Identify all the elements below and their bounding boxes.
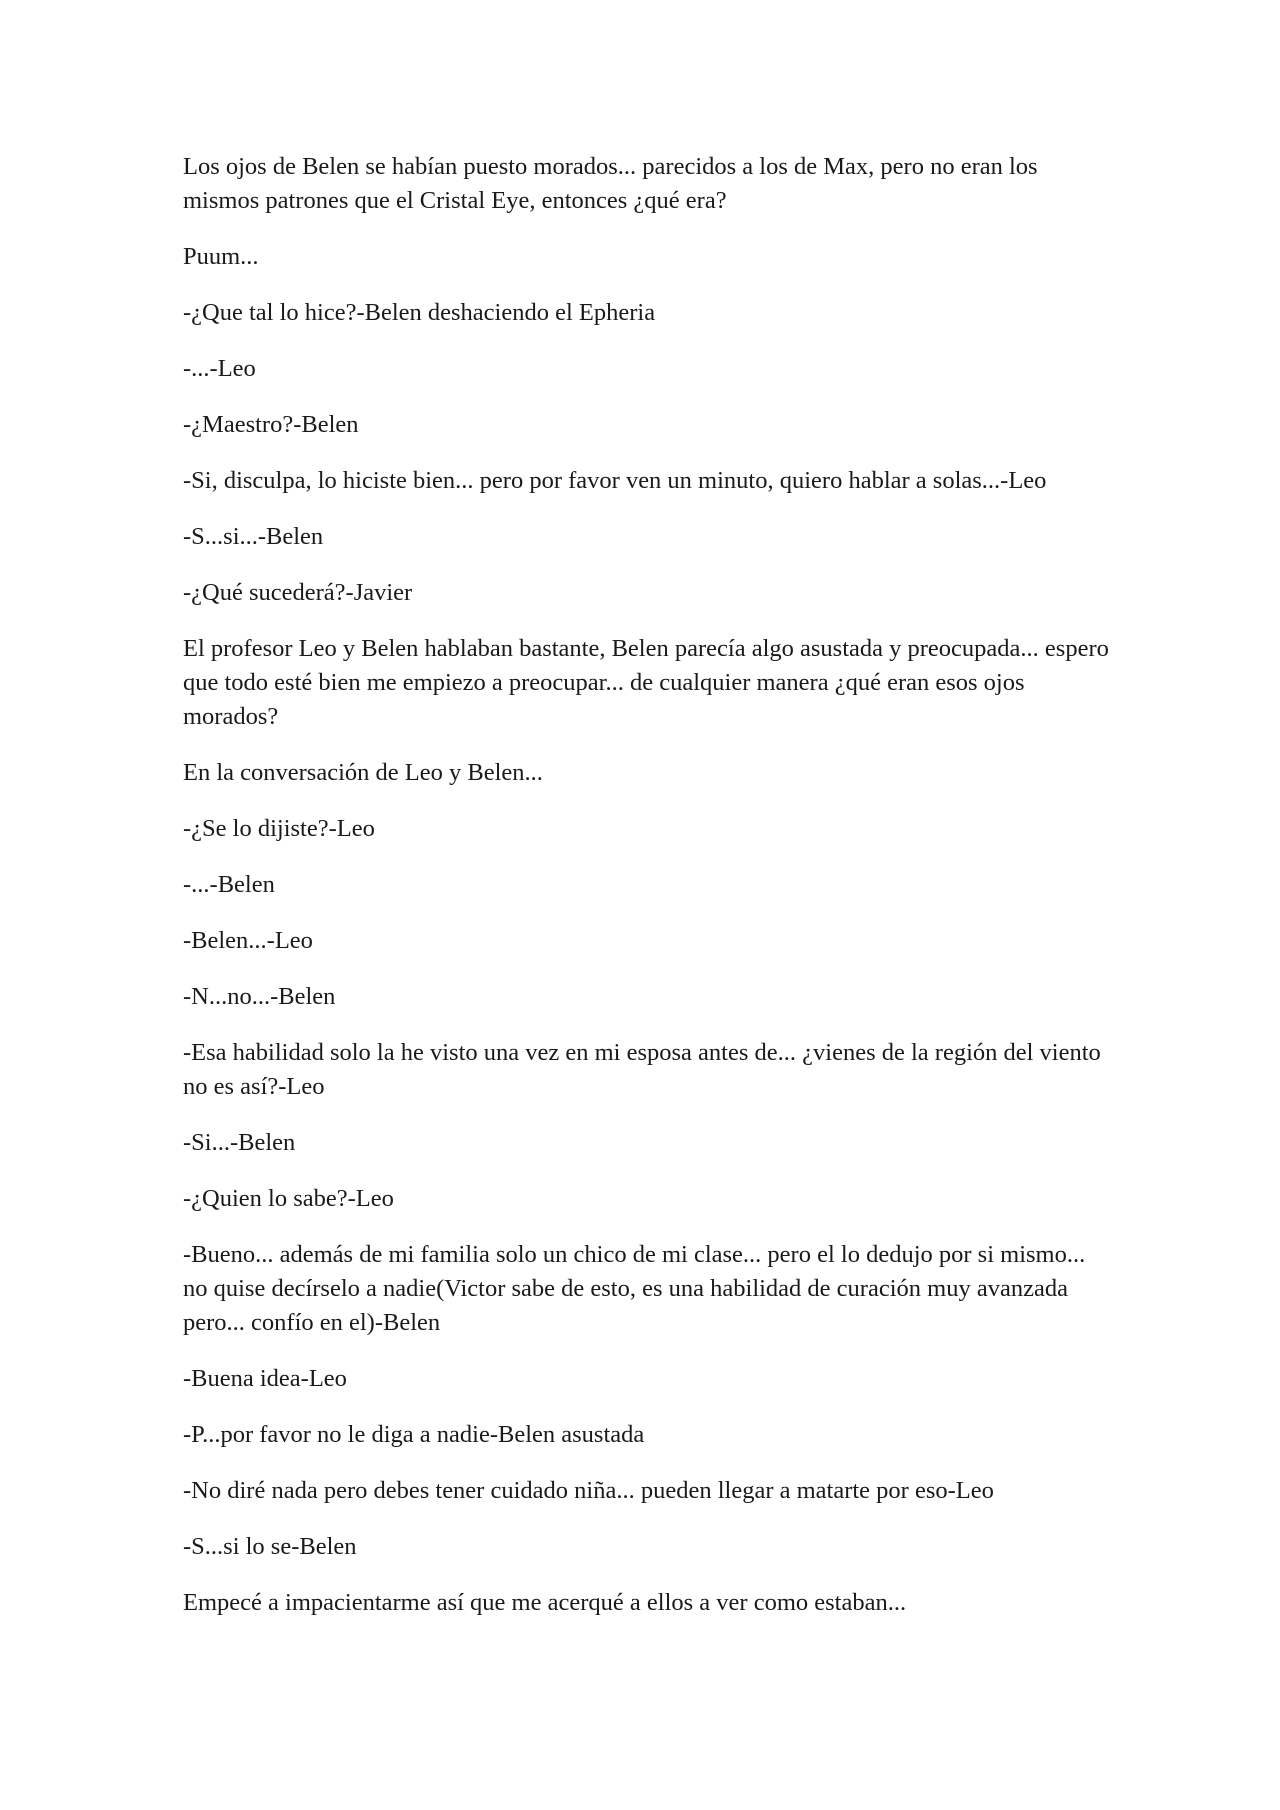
paragraph: -S...si lo se-Belen [183,1533,357,1560]
paragraph: -Belen...-Leo [183,927,313,954]
paragraph: Los ojos de Belen se habían puesto morados... parecidos a los de Max, pero no eran los mismos patrones que el Cristal Eye, entonces ¿qué era? [183,153,1044,214]
paragraph: -Si...-Belen [183,1129,296,1156]
paragraph: -...-Belen [183,871,275,898]
paragraph: El profesor Leo y Belen hablaban bastante, Belen parecía algo asustada y preocupada... espero que todo esté bien me empiezo a preocupar... de cualquier manera ¿qué eran esos ojos morados? [183,635,1115,730]
paragraph: -P...por favor no le diga a nadie-Belen asustada [183,1421,645,1448]
paragraph: -...-Leo [183,355,256,382]
paragraph: Puum... [183,243,259,270]
paragraph: -¿Quien lo sabe?-Leo [183,1185,394,1212]
document-body [183,150,1113,1642]
paragraph: En la conversación de Leo y Belen... [183,759,543,786]
paragraph: -Bueno... además de mi familia solo un chico de mi clase... pero el lo dedujo por si mismo... no quise decírselo a nadie(Victor sabe de esto, es una habilidad de curación muy avanzada pero... confío en el)-Belen [183,1241,1092,1336]
paragraph: Empecé a impacientarme así que me acerqué a ellos a ver como estaban... [183,1589,907,1616]
paragraph: -Buena idea-Leo [183,1365,347,1392]
paragraph: -¿Maestro?-Belen [183,411,359,438]
paragraph: -S...si...-Belen [183,523,324,550]
paragraph: -N...no...-Belen [183,983,336,1010]
paragraph: -¿Qué sucederá?-Javier [183,579,413,606]
paragraph: -Si, disculpa, lo hiciste bien... pero por favor ven un minuto, quiero hablar a solas...-Leo [183,467,1047,494]
paragraph: -¿Que tal lo hice?-Belen deshaciendo el Epheria [183,299,656,326]
paragraph: -No diré nada pero debes tener cuidado niña... pueden llegar a matarte por eso-Leo [183,1477,994,1504]
paragraph: -¿Se lo dijiste?-Leo [183,815,375,842]
paragraph: -Esa habilidad solo la he visto una vez en mi esposa antes de... ¿vienes de la región del viento no es así?-Leo [183,1039,1107,1100]
